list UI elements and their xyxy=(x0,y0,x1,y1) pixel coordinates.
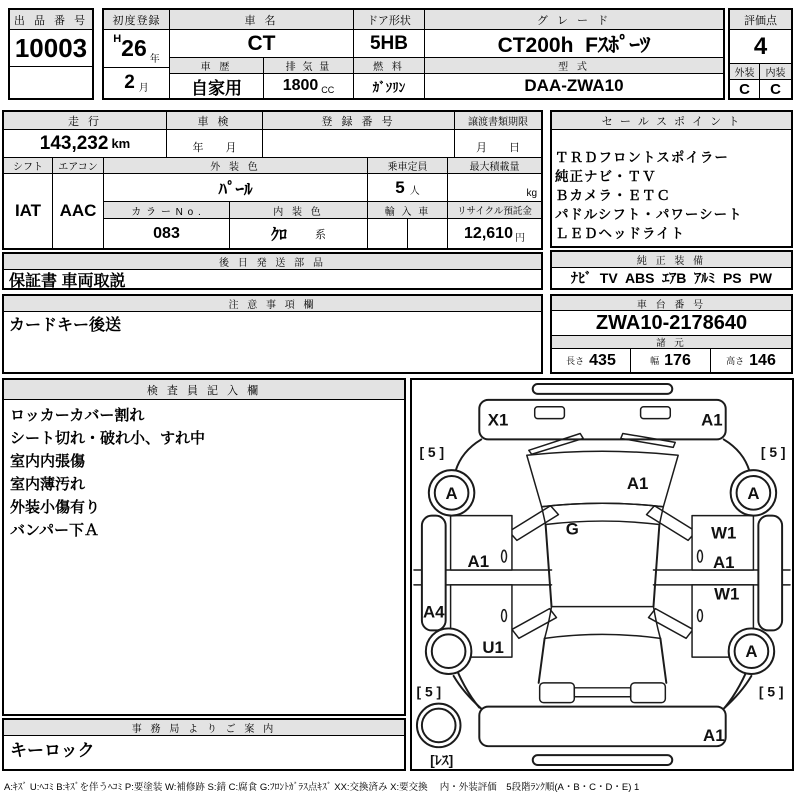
headlight-right xyxy=(641,407,671,419)
grade-label: グ レ ー ド xyxy=(425,10,723,30)
recycle-fee-label: リサイクル預託金 xyxy=(448,202,541,219)
door-shape-label: ドア形状 xyxy=(354,10,425,30)
list-line: 純正ナビ・ＴＶ xyxy=(555,169,657,184)
damage-label: [ 5 ] xyxy=(758,683,784,700)
recycle-fee-number: 12,610 xyxy=(464,224,513,242)
later-parts-box xyxy=(2,252,543,290)
first-reg-year-value: 26 xyxy=(121,35,147,61)
max-load-label: 最大積載量 xyxy=(448,158,541,174)
dimension-width xyxy=(631,349,711,372)
lot-number-label: 出 品 番 号 xyxy=(10,10,92,30)
front-panel xyxy=(479,400,725,440)
car-name-value: CT xyxy=(170,30,354,58)
int-color-suffix: 系 xyxy=(315,228,326,241)
front-bumper-strip xyxy=(533,384,673,394)
chassis-label: 車 台 番 号 xyxy=(552,296,791,311)
lot-number-empty xyxy=(10,66,92,98)
int-color-name: ｸﾛ xyxy=(270,227,287,244)
max-load-value: kg xyxy=(448,174,541,202)
office-label: 事 務 局 よ り ご 案 内 xyxy=(4,720,404,736)
interior-grade-label: 内装 xyxy=(760,64,791,80)
damage-label: A4 xyxy=(423,602,445,622)
rear-bumper xyxy=(479,707,725,747)
list-line: ＬＥＤヘッドライト xyxy=(555,226,686,241)
displacement-value xyxy=(264,74,354,98)
damage-label: A1 xyxy=(467,552,490,572)
score-value: 4 xyxy=(730,30,791,64)
reg-no-label: 登 録 番 号 xyxy=(263,112,455,130)
later-parts-label: 後 日 発 送 部 品 xyxy=(4,254,541,270)
shaken-value: 年 月 xyxy=(167,130,263,158)
sales-points-box xyxy=(550,110,793,248)
list-line: ロッカーカバー割れ xyxy=(10,407,145,424)
height-label: 高さ xyxy=(726,356,745,366)
model-code-value: DAA-ZWA10 xyxy=(524,76,624,95)
front-fender-right xyxy=(724,439,750,471)
grade-value: CT200h Fｽﾎﾟｰﾂ xyxy=(425,30,723,58)
inspector-notes-list xyxy=(10,404,400,542)
caution-label: 注 意 事 項 欄 xyxy=(4,296,541,312)
taillight-left xyxy=(540,683,575,703)
damage-label: [ 5 ] xyxy=(760,444,786,461)
shift-value: IAT xyxy=(4,174,53,248)
damage-label: W1 xyxy=(711,523,737,543)
list-line: Ｂカメラ・ＥＴＣ xyxy=(555,188,671,203)
recycle-fee-value xyxy=(448,219,541,248)
color-no-label: カ ラ ー N o . xyxy=(104,202,230,219)
chassis-box xyxy=(550,294,793,374)
spec-table xyxy=(2,110,543,250)
damage-label: A xyxy=(445,483,458,503)
headlight-left xyxy=(535,407,565,419)
list-line: ＴＲＤフロントスポイラー xyxy=(555,150,729,165)
import-value-2 xyxy=(408,219,448,248)
cowl-band xyxy=(542,503,664,524)
width-value: 176 xyxy=(664,351,691,369)
top-table xyxy=(102,8,725,100)
inspector-box xyxy=(2,378,406,716)
damage-label: U1 xyxy=(482,638,504,658)
equipment-box xyxy=(550,250,793,290)
list-line: バンパー下Ａ xyxy=(10,522,99,539)
damage-label: A1 xyxy=(701,410,723,430)
first-reg-label: 初度登録 xyxy=(104,10,170,30)
displacement-unit: CC xyxy=(321,85,335,95)
transfer-due-value: 月 日 xyxy=(455,130,541,158)
capacity-number: 5 xyxy=(395,177,405,197)
list-line: 室内薄汚れ xyxy=(10,476,86,493)
first-reg-month xyxy=(104,68,170,98)
roof-edge-left xyxy=(546,525,552,607)
import-label: 輸 入 車 xyxy=(368,202,448,219)
damage-label: A xyxy=(745,642,758,662)
mileage-value xyxy=(4,130,167,158)
windshield xyxy=(527,451,678,506)
first-reg-month-unit: 月 xyxy=(138,83,149,94)
car-name-label: 車 名 xyxy=(170,10,354,30)
recycle-fee-unit: 円 xyxy=(514,233,525,244)
mileage-number: 143,232 xyxy=(39,132,109,154)
damage-label: [ 5 ] xyxy=(416,683,442,700)
list-line: パドルシフト・パワーシート xyxy=(555,207,743,222)
fuel-label: 燃 料 xyxy=(354,58,425,74)
spare-tire-inner xyxy=(422,709,456,743)
displacement-label: 排 気 量 xyxy=(264,58,354,74)
deck-edge-left xyxy=(539,638,545,683)
dimensions-label: 諸 元 xyxy=(552,336,791,349)
first-reg-month-value: 2 xyxy=(124,72,135,93)
first-reg-year-unit: 年 xyxy=(149,54,160,65)
damage-label: W1 xyxy=(714,584,740,604)
mileage-unit: km xyxy=(111,136,131,151)
rear-bumper-strip xyxy=(533,755,673,765)
interior-grade-value: C xyxy=(770,80,781,98)
boot-edge xyxy=(574,688,630,697)
front-fender-left xyxy=(456,439,482,471)
damage-label: X1 xyxy=(487,410,509,430)
taillight-right xyxy=(631,683,666,703)
ext-color-label: 外 装 色 xyxy=(104,158,368,174)
damage-code-legend: A:ｷｽﾞ U:ﾍｺﾐ B:ｷｽﾞを伴うﾍｺﾐ P:要塗装 W:補修跡 S:錆 C:腐食 G:ﾌﾛﾝﾄｶﾞﾗｽ点ｷｽﾞ XX:交換済み X:要交換 内・外装評価 5段階ﾗﾝｸ順(A・B・C・D・E) 1 xyxy=(4,782,640,793)
capacity-unit: 人 xyxy=(409,186,420,197)
later-parts-value: 保証書 車両取説 xyxy=(9,272,126,288)
shaken-label: 車 検 xyxy=(167,112,263,130)
damage-label: G xyxy=(565,519,579,539)
chassis-value: ZWA10-2178640 xyxy=(552,311,791,336)
exterior-grade-value: C xyxy=(730,80,760,98)
list-line: 外装小傷有り xyxy=(10,499,101,516)
damage-label: A1 xyxy=(712,553,735,573)
rear-window xyxy=(545,607,661,639)
damage-label: A xyxy=(747,483,760,503)
rocker-strip-right xyxy=(758,516,782,631)
capacity-label: 乗車定員 xyxy=(368,158,448,174)
model-code-label: 型 式 xyxy=(425,58,723,74)
dimension-height xyxy=(711,349,791,372)
displacement-number: 1800 xyxy=(282,77,319,94)
shift-label: シフト xyxy=(4,158,53,174)
roof-edge-right xyxy=(653,525,659,607)
length-label: 長さ xyxy=(566,356,585,366)
door-shape-value: 5HB xyxy=(354,30,425,58)
diagram-box xyxy=(410,378,794,771)
wheel-rear-left-inner xyxy=(432,634,466,668)
a-pillar-left xyxy=(509,506,558,541)
dimension-length xyxy=(552,349,631,372)
office-value: キーロック xyxy=(10,741,95,760)
score-box xyxy=(728,8,793,100)
damage-label: [ﾚｽ] xyxy=(430,751,454,768)
exterior-grade-label: 外装 xyxy=(730,64,760,80)
aircon-label: エアコン xyxy=(53,158,104,174)
first-reg-year xyxy=(104,30,170,68)
damage-label: A1 xyxy=(703,726,725,746)
aircon-value: AAC xyxy=(53,174,104,248)
fuel-value: ｶﾞｿﾘﾝ xyxy=(354,74,425,98)
sales-points-label: セ ー ル ス ポ イ ン ト xyxy=(552,112,791,130)
deck-edge-right xyxy=(660,638,666,683)
width-label: 幅 xyxy=(650,356,660,366)
caution-box xyxy=(2,294,543,374)
reg-no-value xyxy=(263,130,455,158)
inspector-label: 検 査 員 記 入 欄 xyxy=(4,380,404,400)
a-pillar-right xyxy=(647,506,696,541)
color-no-value: 083 xyxy=(104,219,230,248)
transfer-due-label: 譲渡書類期限 xyxy=(455,112,541,130)
car-damage-diagram xyxy=(412,380,792,769)
history-label: 車 歴 xyxy=(170,58,264,74)
equipment-value: ﾅﾋﾞ TV ABS ｴｱB ｱﾙﾐ PS PW xyxy=(571,270,772,286)
sales-points-list xyxy=(555,148,789,243)
ext-color-value: ﾊﾟｰﾙ xyxy=(104,174,368,202)
height-value: 146 xyxy=(749,351,776,369)
caution-value: カードキー後送 xyxy=(9,317,122,334)
office-box xyxy=(2,718,406,771)
score-label: 評価点 xyxy=(730,10,791,30)
first-reg-era: H xyxy=(113,33,122,45)
length-value: 435 xyxy=(589,351,616,369)
damage-label: A1 xyxy=(626,473,649,493)
damage-label: [ 5 ] xyxy=(419,444,445,461)
import-value-1 xyxy=(368,219,408,248)
lot-number-value: 10003 xyxy=(14,32,88,63)
int-color-value xyxy=(230,219,368,248)
mileage-label: 走 行 xyxy=(4,112,167,130)
equipment-label: 純 正 装 備 xyxy=(552,252,791,268)
capacity-value xyxy=(368,174,448,202)
lot-number-box xyxy=(8,8,94,100)
list-line: 室内内張傷 xyxy=(10,453,86,470)
list-line: シート切れ・破れ小、すれ中 xyxy=(10,430,206,447)
int-color-label: 内 装 色 xyxy=(230,202,368,219)
history-value: 自家用 xyxy=(170,74,264,98)
